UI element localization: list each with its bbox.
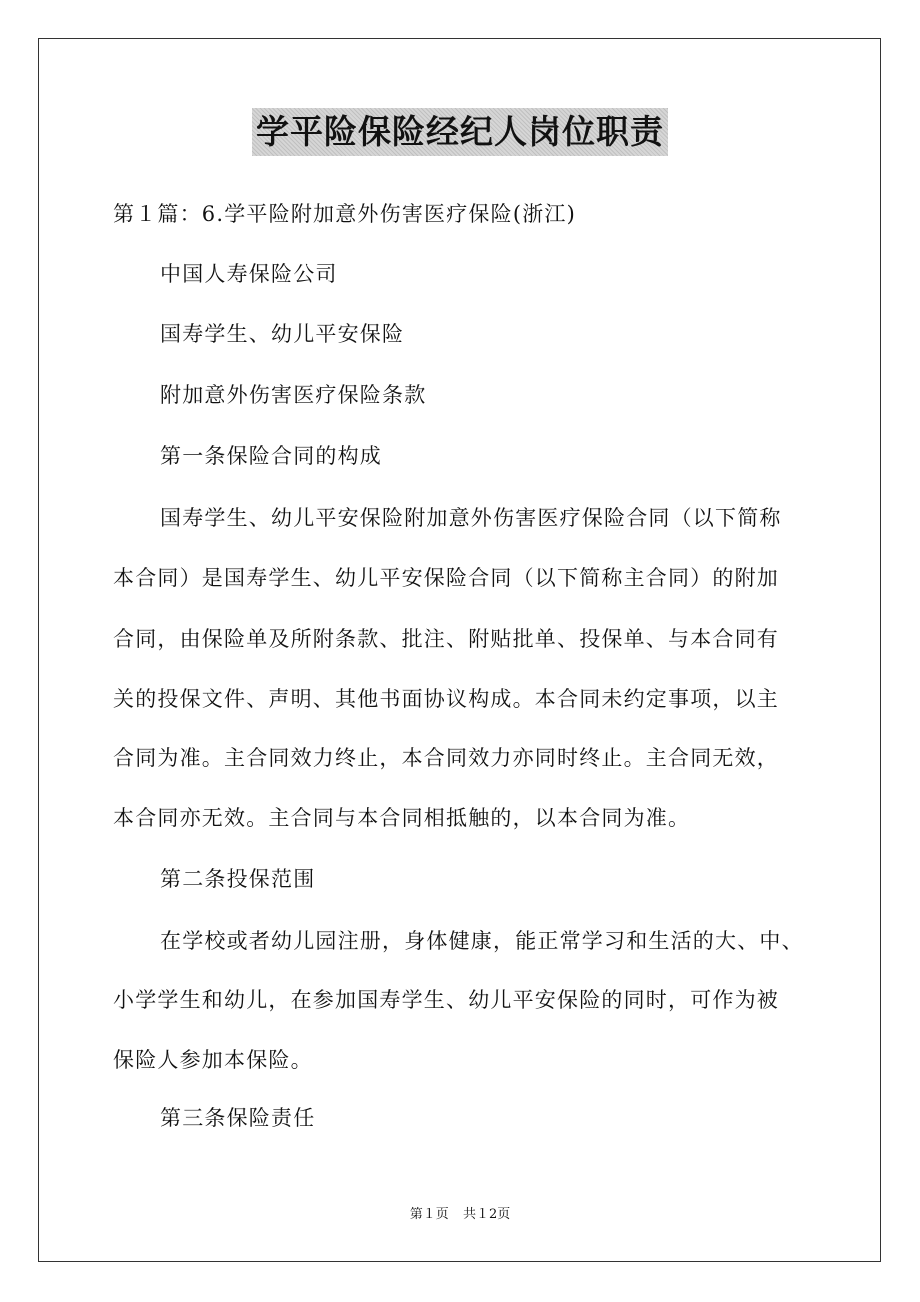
paragraph-line: 本合同）是国寿学生、幼儿平安保险合同（以下简称主合同）的附加 bbox=[113, 566, 779, 590]
paragraph-line: 保险人参加本保险。 bbox=[113, 1048, 313, 1072]
document-title: 学平险保险经纪人岗位职责 bbox=[252, 108, 668, 156]
paragraph-line: 国寿学生、幼儿平安保险 bbox=[160, 322, 405, 346]
title-container bbox=[0, 108, 920, 156]
page-footer bbox=[0, 1206, 920, 1224]
section-heading: 第三条保险责任 bbox=[160, 1106, 316, 1130]
paragraph-line: 关的投保文件、声明、其他书面协议构成。本合同未约定事项，以主 bbox=[113, 687, 779, 711]
page-number: 第１页 bbox=[409, 1207, 449, 1222]
chapter-heading: 第１篇：6.学平险附加意外伤害医疗保险(浙江) bbox=[113, 202, 577, 226]
paragraph-line: 附加意外伤害医疗保险条款 bbox=[160, 383, 427, 407]
paragraph-line: 国寿学生、幼儿平安保险附加意外伤害医疗保险合同（以下简称 bbox=[160, 506, 782, 530]
section-heading: 第一条保险合同的构成 bbox=[160, 444, 382, 468]
paragraph-line: 在学校或者幼儿园注册，身体健康，能正常学习和生活的大、中、 bbox=[160, 929, 804, 953]
paragraph-line: 合同为准。主合同效力终止，本合同效力亦同时终止。主合同无效， bbox=[113, 746, 779, 770]
paragraph-line: 合同，由保险单及所附条款、批注、附贴批单、投保单、与本合同有 bbox=[113, 627, 779, 651]
paragraph-line: 中国人寿保险公司 bbox=[160, 262, 338, 286]
section-heading: 第二条投保范围 bbox=[160, 867, 316, 891]
paragraph-line: 小学学生和幼儿，在参加国寿学生、幼儿平安保险的同时，可作为被 bbox=[113, 988, 779, 1012]
paragraph-line: 本合同亦无效。主合同与本合同相抵触的，以本合同为准。 bbox=[113, 806, 691, 830]
page-total: 共１2页 bbox=[462, 1207, 511, 1222]
